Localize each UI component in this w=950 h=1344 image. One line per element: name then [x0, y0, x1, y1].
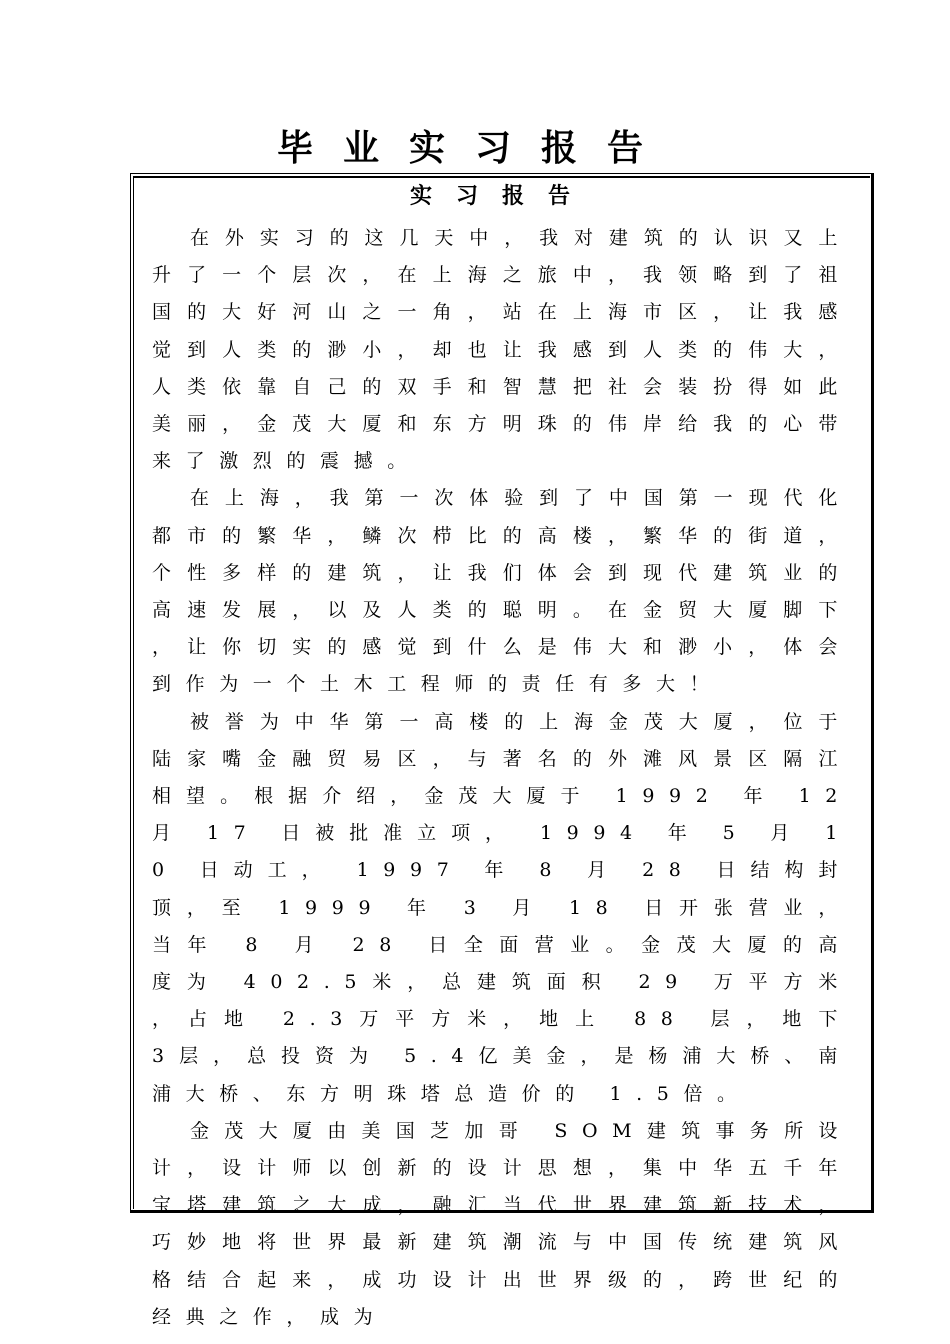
section-title: 实习报告 — [409, 184, 594, 209]
page-title: 毕业实习报告 — [276, 128, 673, 169]
report-frame — [130, 173, 874, 1328]
paragraph-3: 被誉为中华第一高楼的上海金茂大厦，位于陆家嘴金融贸易区，与著名的外滩风景区隔江相望。根据介绍，金茂大厦于 1992 年 12 月 17 日被批准立项， 1994 年 5 月 10 日动工， 1997 年 8 月 28 日结构封顶，至 1999 年 3 月 18 日开张营业，当年 8 月 28 日全面营业。金茂大厦的高度为 402.5米，总建筑面积 29 万平方米，占地 2.3万平方米，地上 88 层，地下 3层，总投资为 5.4亿美金，是杨浦大桥、南浦大桥、东方明珠塔总造价的 1.5倍。 — [152, 710, 852, 1105]
paragraph-2: 在上海，我第一次体验到了中国第一现代化都市的繁华，鳞次栉比的高楼，繁华的街道，个性多样的建筑，让我们体会到现代建筑业的高速发展，以及人类的聪明。在金贸大厦脚下，让你切实的感觉到什么是伟大和渺小，体会到作为一个土木工程师的责任有多大！ — [152, 487, 852, 696]
report-body — [152, 220, 852, 1336]
paragraph-1: 在外实习的这几天中，我对建筑的认识又上升了一个层次，在上海之旅中，我领略到了祖国的大好河山之一角，站在上海市区，让我感觉到人类的渺小，却也让我感到人类的伟大，人类依靠自己的双手和智慧把社会装扮得如此美丽，金茂大厦和东方明珠的伟岸给我的心带来了激烈的震撼。 — [152, 227, 852, 473]
report-frame-inner-border — [133, 176, 870, 1328]
paragraph-4: 金茂大厦由美国芝加哥 SOM建筑事务所设计，设计师以创新的设计思想，集中华五千年宝塔建筑之大成，融汇当代世界建筑新技术，巧妙地将世界最新建筑潮流与中国传统建筑风格结合起来，成功设计出世界级的，跨世纪的经典之作，成为 — [152, 1119, 852, 1328]
